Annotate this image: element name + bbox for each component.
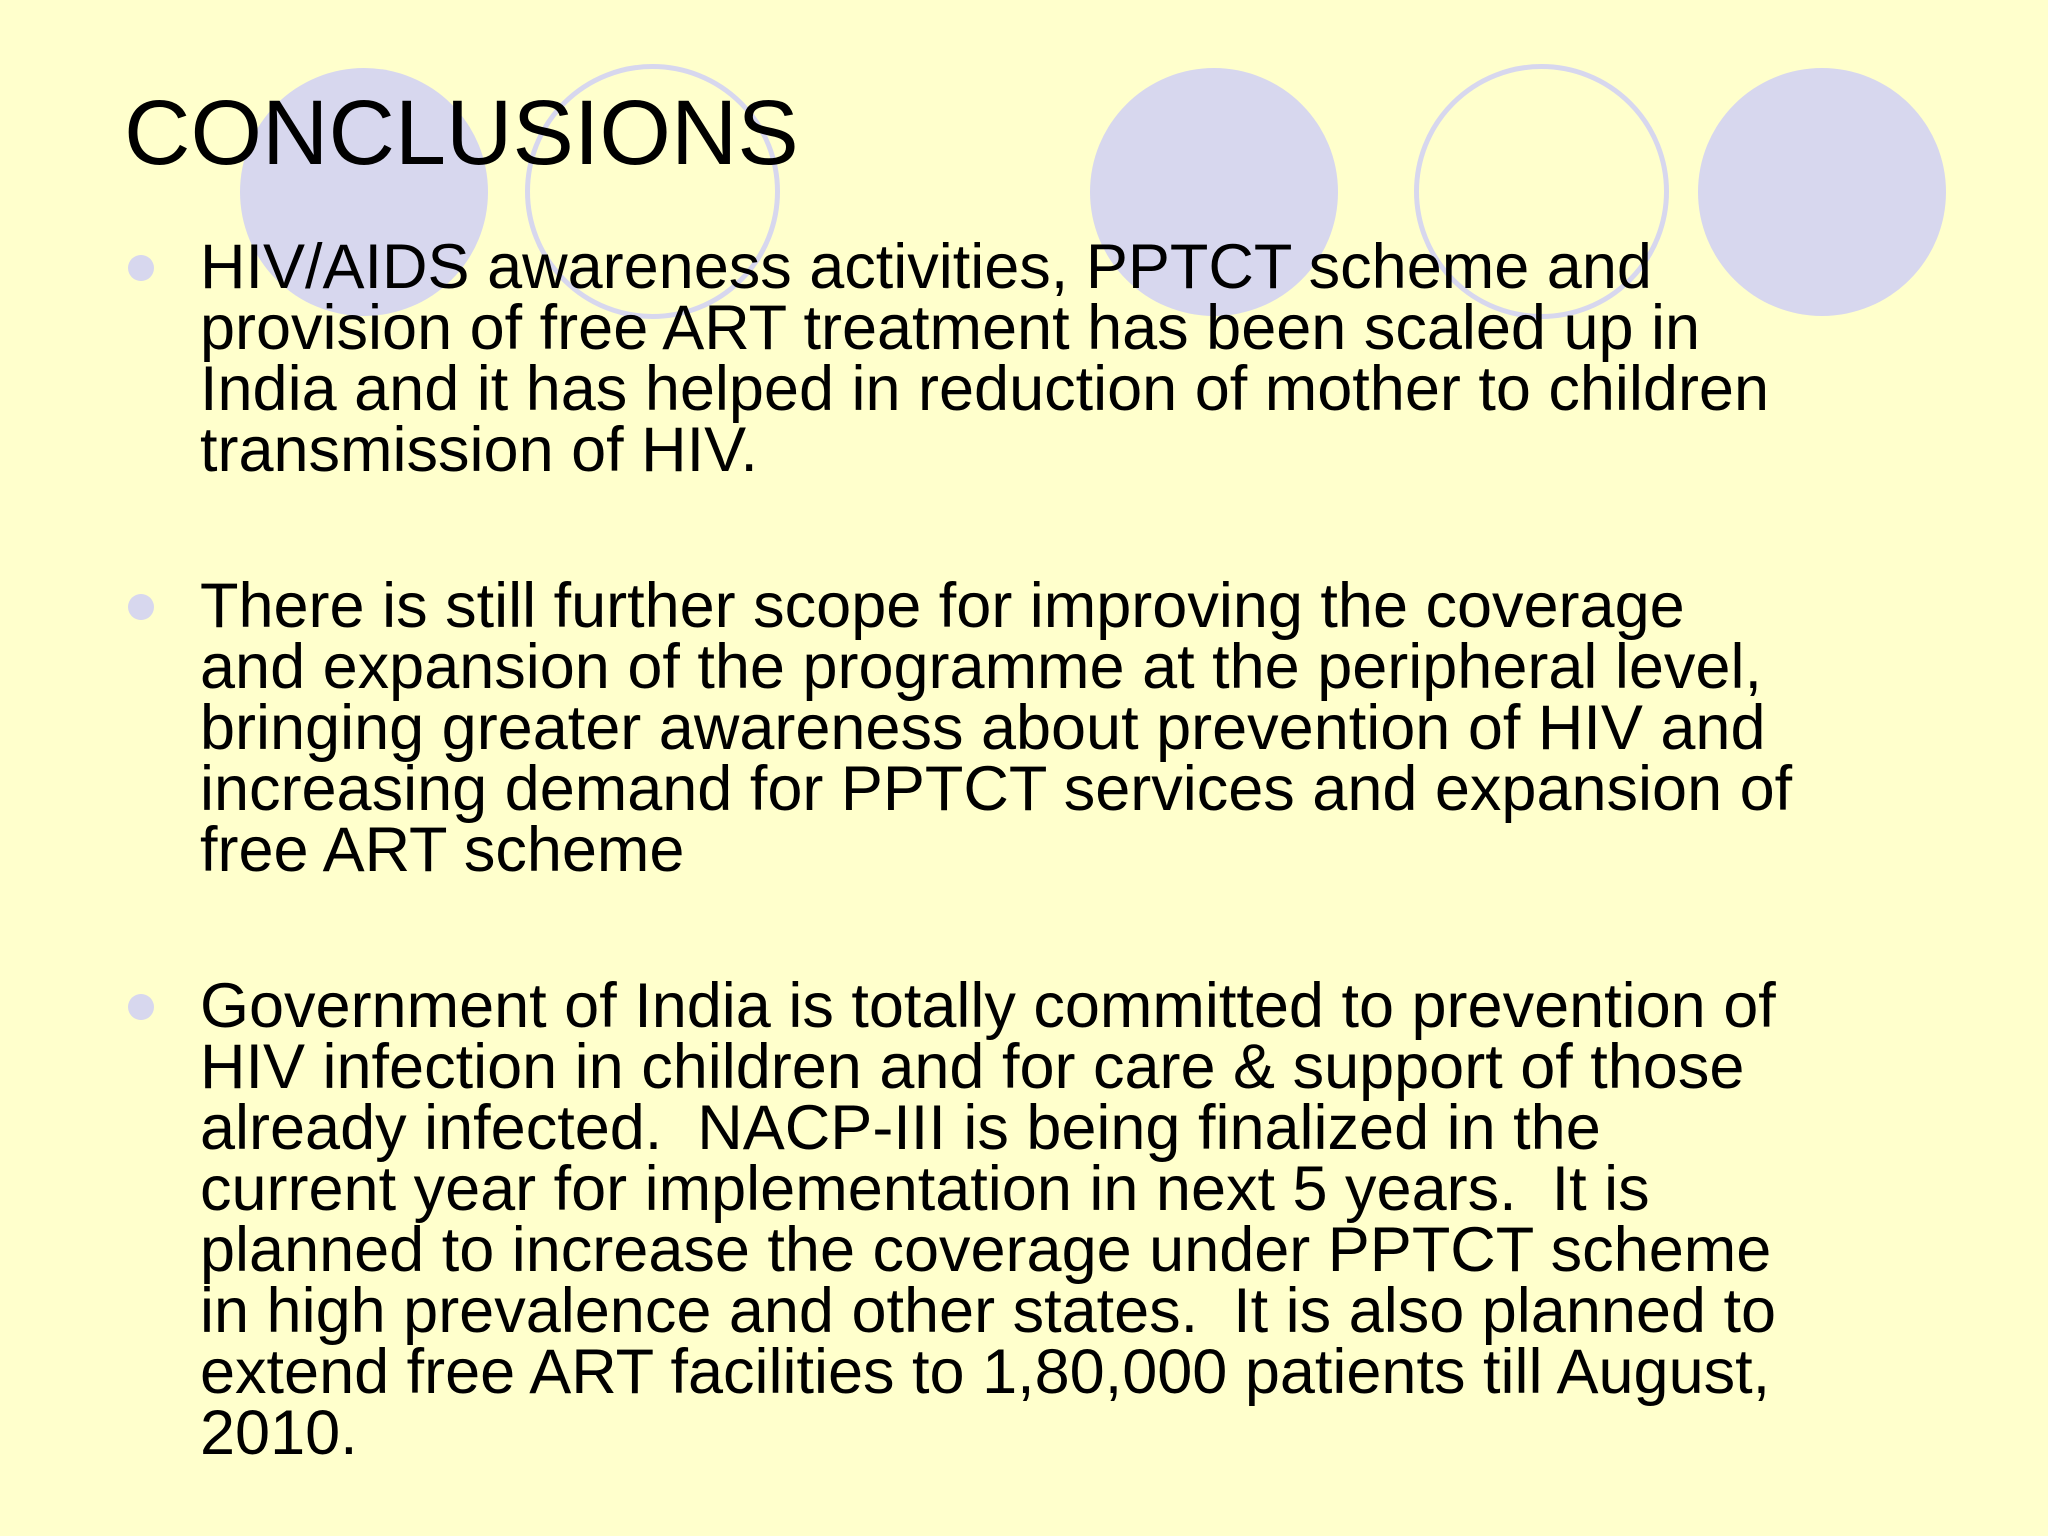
bullet-dot-icon (128, 255, 154, 281)
bullet-line: already infected. NACP-III is being finalized in the (200, 1093, 1601, 1163)
bullet-item-3 (124, 971, 1924, 1468)
bullet-line: planned to increase the coverage under PPTCT scheme (200, 1215, 1772, 1285)
bullet-line: extend free ART facilities to 1,80,000 patients till August, (200, 1337, 1771, 1407)
bullet-line: bringing greater awareness about prevention of HIV and (200, 693, 1766, 763)
bullet-text (200, 571, 1924, 885)
bullet-line: HIV infection in children and for care & support of those (200, 1032, 1745, 1102)
bullet-line: and expansion of the programme at the peripheral level, (200, 632, 1762, 702)
bullet-dot-icon (128, 994, 154, 1020)
bullet-list (124, 232, 1924, 1468)
bullet-line: transmission of HIV. (200, 415, 758, 485)
bullet-line: HIV/AIDS awareness activities, PPTCT scheme and (200, 232, 1652, 302)
slide-title: CONCLUSIONS (124, 82, 799, 184)
bullet-line: Government of India is totally committed to prevention of (200, 971, 1776, 1041)
bullet-line: India and it has helped in reduction of mother to children (200, 354, 1770, 424)
bullet-item-1 (124, 232, 1924, 485)
bullet-item-2 (124, 571, 1924, 885)
bullet-line: in high prevalence and other states. It is also planned to (200, 1276, 1777, 1346)
bullet-line: 2010. (200, 1398, 358, 1468)
bullet-dot-icon (128, 594, 154, 620)
bullet-line: increasing demand for PPTCT services and expansion of (200, 754, 1793, 824)
bullet-line: free ART scheme (200, 815, 685, 885)
bullet-text (200, 232, 1924, 485)
bullet-line: provision of free ART treatment has been scaled up in (200, 293, 1701, 363)
bullet-text (200, 971, 1924, 1468)
bullet-line: There is still further scope for improving the coverage (200, 571, 1685, 641)
bullet-line: current year for implementation in next 5 years. It is (200, 1154, 1650, 1224)
